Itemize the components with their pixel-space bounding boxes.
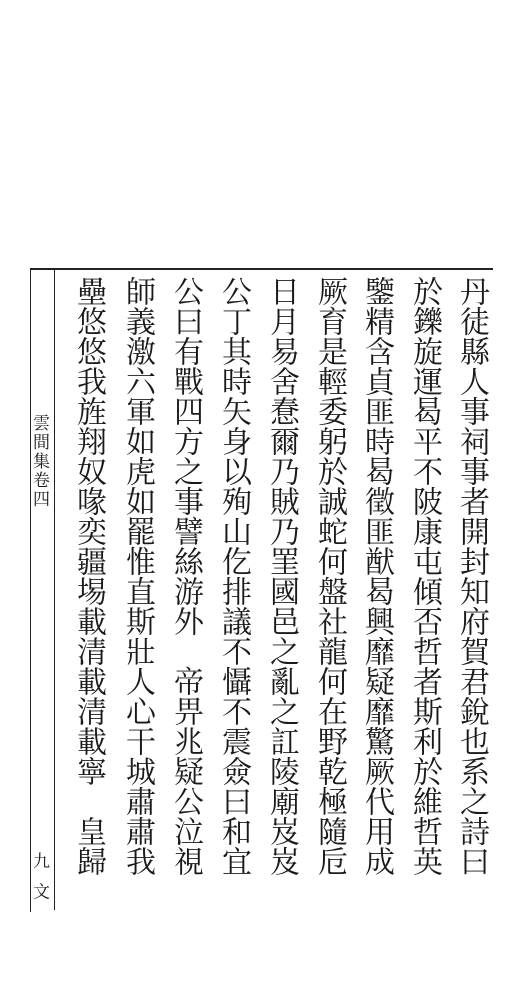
text-column-6: 厥育是輕委躬於誠蛇何盤社龍何在野乾極隨卮: [312, 276, 347, 876]
text-column-7: 日月易舍惷爾乃賊乃罣國邑之亂之訌陵廟岌岌: [264, 276, 299, 876]
text-column-8: 公丁其時矢身以殉山仡排議不懾不震僉曰和宜: [216, 276, 251, 876]
text-column-5: 鑒精含貞匪時曷徵匪猷曷興靡疑靡驚厥代用成: [359, 276, 394, 876]
text-column-9: 公曰有戰四方之事譬絲游外 帝畀兆疑公泣視: [168, 276, 203, 876]
block-gutter: [30, 268, 55, 910]
volume-title: 雲間集卷四: [29, 414, 49, 509]
text-column-3: 丹徒縣人事祠事者開封知府賀君銳也系之詩曰: [454, 276, 489, 876]
text-column-11: 壘悠悠我旌翔奴喙奕疆埸載清載清載寧 皇歸: [71, 276, 106, 876]
text-column-4: 於鑠旋運曷平不陂康屯傾否哲者斯利於維哲英: [407, 276, 442, 876]
folio-number: 九 文: [29, 852, 49, 904]
text-column-10: 師義激六軍如虎如罷惟直斯壯人心干城肅肅我: [120, 276, 155, 876]
